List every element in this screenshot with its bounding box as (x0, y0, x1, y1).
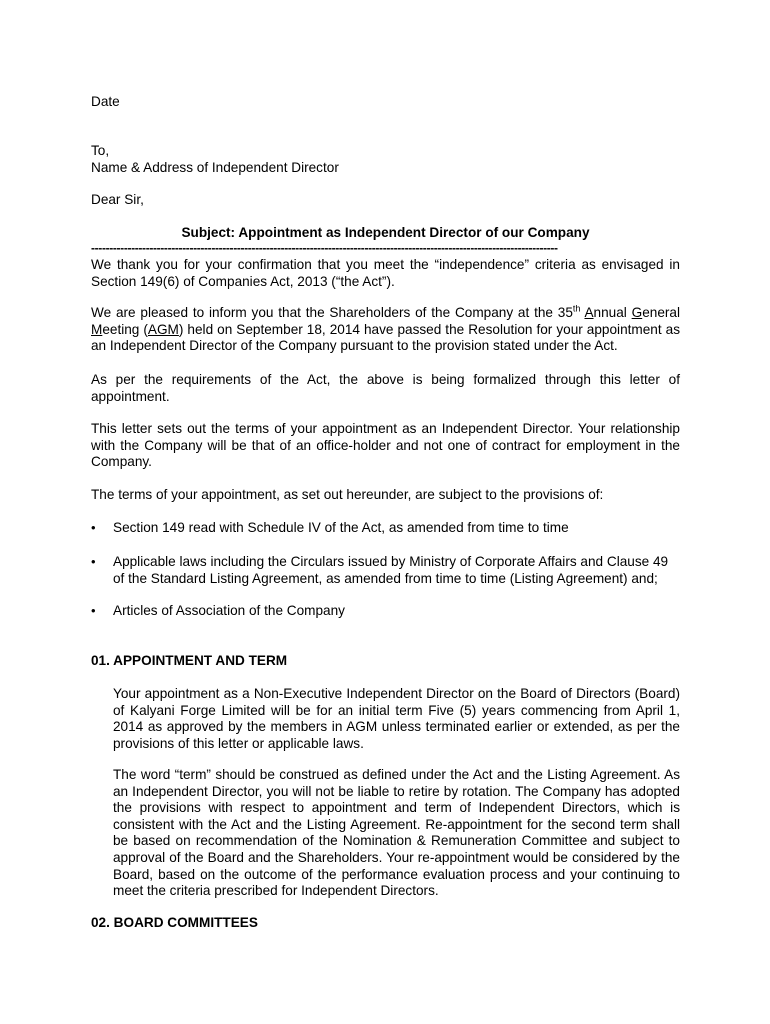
bullet-text: Section 149 read with Schedule IV of the Act, as amended from time to time (113, 520, 569, 535)
section-heading-appointment: 01. APPOINTMENT AND TERM (91, 653, 288, 668)
list-item (91, 520, 680, 537)
separator-line: -------------------------------------------------------------------------------------------------------------------------------- (91, 241, 558, 255)
provisions-intro: The terms of your appointment, as set out hereunder, are subject to the provisions of: (91, 487, 604, 502)
addressee: Name & Address of Independent Director (91, 159, 339, 175)
term-paragraph: The word “term” should be construed as defined under the Act and the Listing Agreement. As an Independent Director, you will not be liable to retire by rotation. The Company has adopted the provisions with respect to appointment and term of Independent Directors, which is consistent with the Act and the Listing Agreement. Re-appointment for the second term shall be based on recommendation of the Nomination & Remuneration Committee and subject to approval of the Board and the Shareholders. Your re-appointment would be considered by the Board, based on the outcome of the performance evaluation process and your continuing to meet the criteria prescribed for Independent Directors. (113, 767, 680, 899)
intro-paragraph: We thank you for your confirmation that you meet the “independence” criteria as envisaged in Section 149(6) of Companies Act, 2013 (“the Act”). (91, 257, 680, 289)
appointment-paragraph: Your appointment as a Non-Executive Independent Director on the Board of Directors (Board) of Kalyani Forge Limited will be for an initial term Five (5) years commencing from April 1, 2014 as approved by the members in AGM unless terminated earlier or extended, as per the provisions of this letter or applicable laws. (113, 686, 680, 751)
section-heading-committees: 02. BOARD COMMITTEES (91, 915, 258, 930)
bullet-text: Applicable laws including the Circulars issued by Ministry of Corporate Affairs and Clause 49 of the Standard Listing Agreement, as amended from time to time (Listing Agreement) and; (113, 554, 669, 586)
bullet-icon: • (91, 520, 96, 535)
list-item (91, 603, 680, 620)
salutation: Dear Sir, (91, 192, 144, 207)
subject-line: Subject: Appointment as Independent Director of our Company (181, 225, 590, 240)
formalization-paragraph: As per the requirements of the Act, the above is being formalized through this letter of appointment. (91, 372, 680, 404)
terms-paragraph: This letter sets out the terms of your appointment as an Independent Director. Your relationship with the Company will be that of an office-holder and not one of contract for employment in the Company. (91, 421, 680, 470)
to-label: To, (91, 143, 110, 158)
agm-paragraph: We are pleased to inform you that the Shareholders of the Company at the 35th Annual General Meeting (AGM) held on September 18, 2014 have passed the Resolution for your appointment as an Independent Director of the Company pursuant to the provision stated under the Act. (91, 303, 680, 354)
bullet-text: Articles of Association of the Company (113, 603, 345, 618)
bullet-icon: • (91, 554, 96, 569)
date-label: Date (91, 94, 120, 109)
bullet-icon: • (91, 603, 96, 618)
list-item (91, 554, 680, 587)
